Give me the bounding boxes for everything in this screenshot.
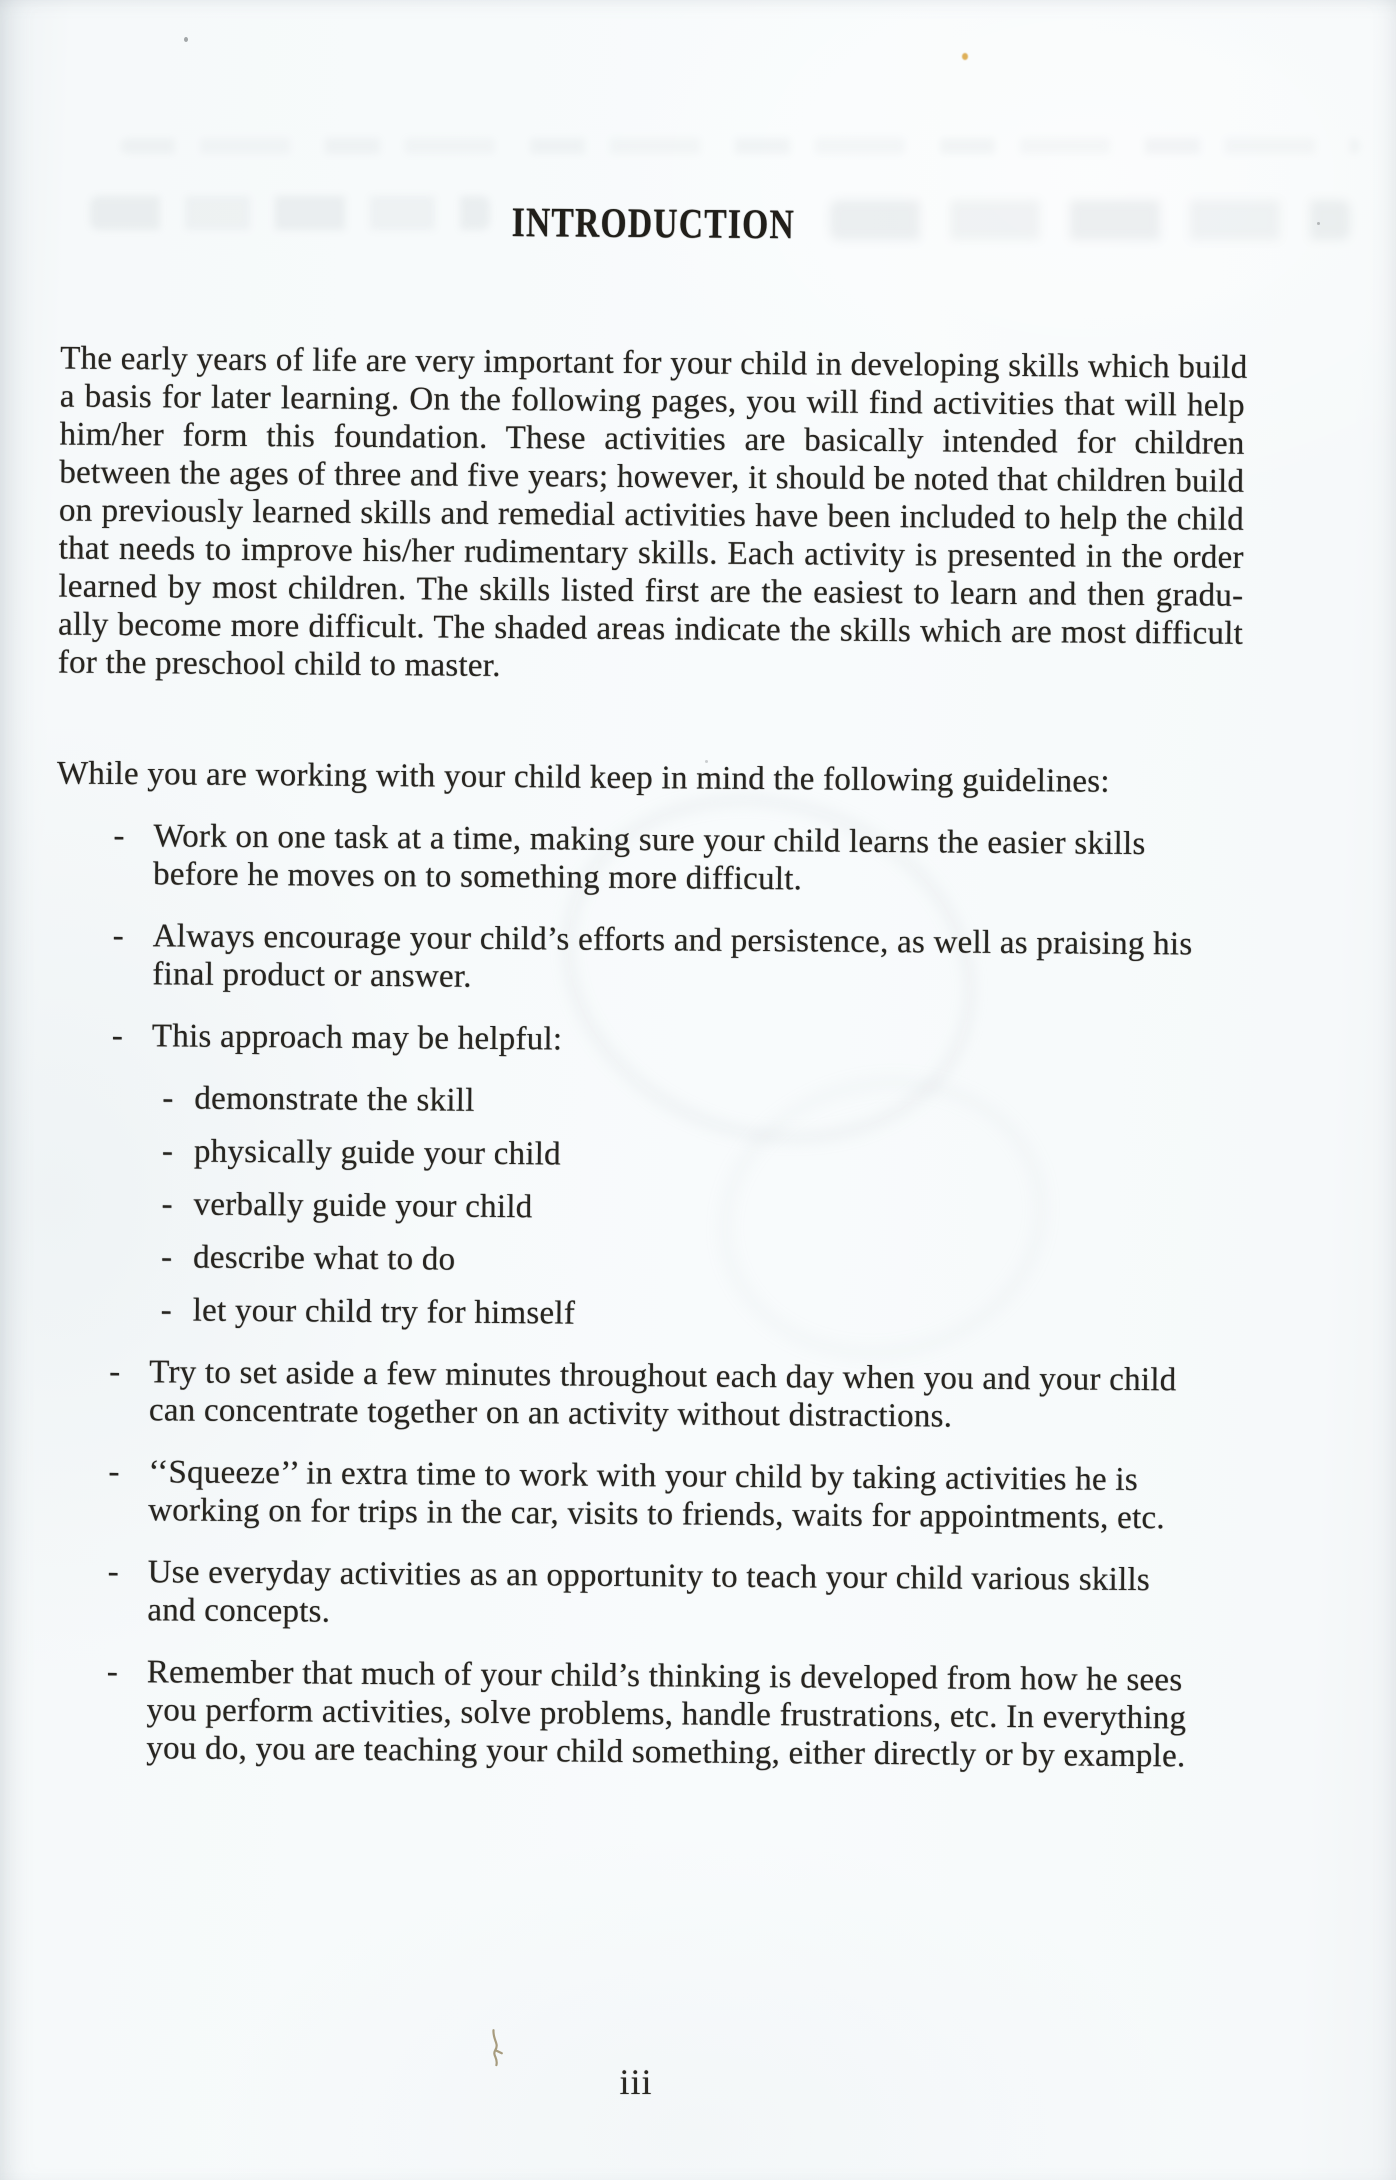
- paragraph-line: a basis for later learning. On the following pages, you will find activities that will help: [59, 378, 1245, 424]
- bullet-dash-marker: -: [113, 817, 125, 855]
- guideline-subitem-text: verbally guide your child: [193, 1186, 533, 1226]
- guideline-item: [49, 1652, 1235, 1775]
- guideline-text: Always encourage your child’s efforts and persistence, as well as praising his final product or answer.: [152, 918, 1193, 995]
- sub-bullet-dash-marker: -: [160, 1239, 173, 1276]
- paragraph-line: for the preschool child to master.: [57, 644, 501, 684]
- guidelines-list: [49, 816, 1241, 1775]
- sub-bullet-dash-marker: -: [162, 1080, 174, 1117]
- guideline-item: [53, 1016, 1240, 1337]
- bullet-dash-marker: -: [111, 1017, 124, 1054]
- guideline-item: [50, 1552, 1236, 1637]
- guideline-item: [56, 816, 1242, 901]
- guideline-subitem: [162, 1079, 1239, 1125]
- guideline-text: Try to set aside a few minutes throughout each day when you and your child can concentrate together on an activity without distractions.: [148, 1354, 1177, 1435]
- guideline-text: This approach may be helpful:: [151, 1018, 563, 1058]
- guideline-text: Remember that much of your child’s thinking is developed from how he sees you perform activities, solve problems, handle frustrations, etc. In everything you do, you are teaching your child something, either directly or by example.: [146, 1654, 1187, 1775]
- bullet-dash-marker: -: [112, 917, 125, 955]
- stray-ink-mark: [483, 2027, 508, 2069]
- paragraph-line: ally become more difficult. The shaded areas indicate the skills which are most difficult: [57, 606, 1244, 652]
- paragraph-line: him/her form this foundation. These activities are basically intended for children: [59, 416, 1245, 462]
- guideline-text: ‘‘Squeeze’’ in extra time to work with your child by taking activities he is working on for trips in the car, visits to friends, waits for appointments, etc.: [148, 1454, 1166, 1537]
- bullet-dash-marker: -: [107, 1553, 120, 1590]
- paragraph-line: on previously learned skills and remedial activities have been included to help the child: [58, 492, 1245, 538]
- guideline-text: Use everyday activities as an opportunity to teach your child various skills and concepts.: [147, 1554, 1151, 1630]
- guideline-subitem-text: describe what to do: [192, 1239, 456, 1278]
- guideline-sublist: [53, 1078, 1240, 1337]
- guideline-subitem-text: demonstrate the skill: [194, 1080, 475, 1119]
- bullet-dash-marker: -: [108, 1453, 120, 1490]
- sub-bullet-dash-marker: -: [161, 1133, 174, 1170]
- guideline-subitem: [162, 1132, 1239, 1178]
- page-title-text: INTRODUCTION: [511, 200, 796, 249]
- guideline-subitem: [161, 1185, 1238, 1231]
- guideline-item: [55, 916, 1241, 1001]
- guideline-text: Work on one task at a time, making sure your child learns the easier skills before he moves on to something more difficult.: [152, 818, 1146, 898]
- guideline-subitem-text: physically guide your child: [193, 1133, 562, 1173]
- bullet-dash-marker: -: [109, 1353, 121, 1390]
- guideline-item: [51, 1452, 1237, 1537]
- paragraph-line: that needs to improve his/her rudimentary skills. Each activity is presented in the order: [58, 530, 1244, 576]
- paragraph-line: The early years of life are very important for your child in developing skills which build: [60, 340, 1248, 386]
- intro-paragraph: [58, 339, 1246, 690]
- page-content: [49, 0, 1248, 1775]
- sub-bullet-dash-marker: -: [160, 1292, 173, 1329]
- bullet-dash-marker: -: [106, 1653, 119, 1690]
- guideline-subitem: [161, 1238, 1238, 1284]
- paragraph-line: learned by most children. The skills listed first are the easiest to learn and then gradu-: [58, 568, 1244, 614]
- page-number: iii: [619, 2062, 653, 2102]
- paragraph-line: between the ages of three and five years; however, it should be noted that children build: [59, 454, 1245, 500]
- page-title: [61, 197, 1246, 250]
- guideline-item: [52, 1352, 1238, 1437]
- guidelines-heading: While you are working with your child keep in mind the following guidelines:: [56, 755, 1110, 800]
- guideline-subitem: [161, 1291, 1238, 1337]
- sub-bullet-dash-marker: -: [161, 1186, 173, 1223]
- guideline-subitem-text: let your child try for himself: [192, 1292, 576, 1332]
